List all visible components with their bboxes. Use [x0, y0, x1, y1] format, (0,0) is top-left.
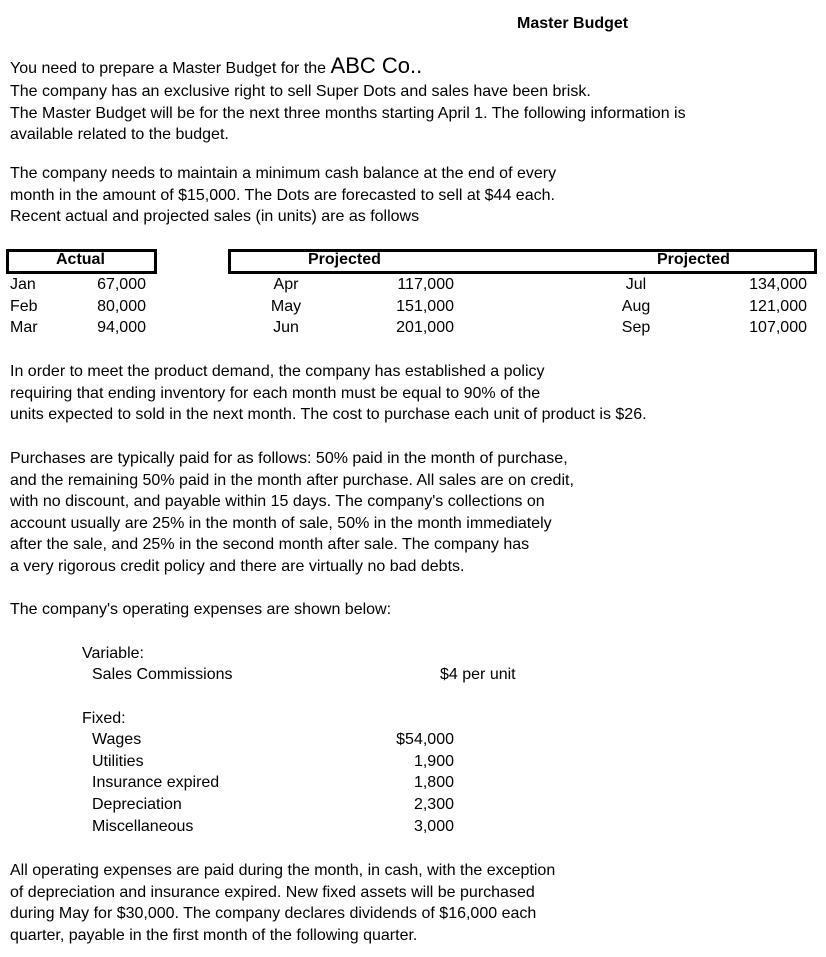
expense-amount: 2,300 — [413, 796, 454, 813]
purchases-line: Purchases are typically paid for as follows: 50% paid in the month of purchase, — [10, 450, 568, 467]
projected-units: 107,000 — [749, 319, 807, 336]
projected-month: Sep — [621, 319, 651, 336]
projected-month: Apr — [273, 276, 299, 293]
final-line: All operating expenses are paid during the month, in cash, with the exception — [10, 862, 556, 879]
expense-name: Utilities — [92, 753, 144, 770]
cash-paragraph — [10, 163, 556, 228]
projected-month: Jul — [625, 276, 647, 293]
actual-units: 67,000 — [97, 276, 146, 293]
expense-name: Wages — [92, 731, 142, 748]
purchases-line: with no discount, and payable within 15 days. The company's collections on — [10, 493, 545, 510]
projected-units: 201,000 — [396, 319, 454, 336]
intro-line-2: The company has an exclusive right to sell Super Dots and sales have been brisk. — [10, 83, 591, 100]
expense-name: Insurance expired — [92, 774, 220, 791]
opex-intro: The company's operating expenses are shown below: — [10, 601, 392, 618]
projected-units: 151,000 — [396, 298, 454, 315]
fixed-label: Fixed: — [82, 710, 126, 727]
expense-amount: 1,900 — [413, 753, 454, 770]
intro-line-3: The Master Budget will be for the next three months starting April 1. The following information is — [10, 104, 686, 122]
page-title: Master Budget — [517, 15, 629, 32]
actual-month: Jan — [10, 276, 36, 293]
final-paragraph — [10, 860, 555, 946]
purchases-line: after the sale, and 25% in the second month after sale. The company has — [10, 536, 530, 553]
final-line: during May for $30,000. The company declares dividends of $16,000 each — [10, 905, 537, 922]
variable-label: Variable: — [82, 645, 144, 662]
projected-units: 121,000 — [749, 298, 807, 315]
final-line: quarter, payable in the first month of the following quarter. — [10, 926, 418, 944]
intro-line-4: available related to the budget. — [10, 126, 229, 143]
actual-month: Feb — [10, 298, 38, 315]
projected-month: May — [270, 298, 302, 315]
inventory-paragraph — [10, 361, 647, 426]
purchases-line: a very rigorous credit policy and there are virtually no bad debts. — [10, 557, 465, 575]
purchases-paragraph — [10, 448, 574, 577]
expense-name: Miscellaneous — [92, 818, 194, 835]
actual-header: Actual — [56, 251, 105, 268]
expense-amount: 1,800 — [413, 774, 454, 791]
projected-month: Aug — [621, 298, 651, 315]
projected-header-2: Projected — [657, 251, 730, 268]
inventory-line: requiring that ending inventory for each month must be equal to 90% of the — [10, 384, 541, 402]
purchases-line: account usually are 25% in the month of sale, 50% in the month immediately — [10, 514, 552, 532]
projected-month: Jun — [273, 319, 299, 336]
expense-name: Sales Commissions — [92, 666, 233, 683]
final-line: of depreciation and insurance expired. New fixed assets will be purchased — [10, 883, 535, 901]
cash-line: Recent actual and projected sales (in units) are as follows — [10, 208, 420, 225]
projected-units: 117,000 — [397, 276, 454, 293]
actual-month: Mar — [10, 319, 38, 336]
cash-line: The company needs to maintain a minimum cash balance at the end of every — [10, 165, 557, 182]
cash-line: month in the amount of $15,000. The Dots are forecasted to sell at $44 each. — [10, 186, 555, 204]
inventory-line: In order to meet the product demand, the company has established a policy — [10, 363, 545, 380]
actual-units: 80,000 — [97, 298, 146, 315]
projected-header-1: Projected — [308, 251, 381, 268]
purchases-line: and the remaining 50% paid in the month after purchase. All sales are on credit, — [10, 471, 574, 489]
actual-units: 94,000 — [97, 319, 146, 336]
expense-name: Depreciation — [92, 796, 182, 813]
expense-amount: $54,000 — [396, 731, 454, 748]
intro-paragraph — [10, 54, 686, 146]
projected-units: 134,000 — [749, 276, 807, 293]
inventory-line: units expected to sold in the next month. The cost to purchase each unit of product is $26. — [10, 406, 647, 423]
expense-amount: 3,000 — [413, 818, 454, 835]
intro-prefix: You need to prepare a Master Budget for the — [10, 60, 331, 77]
expense-amount: $4 per unit — [440, 666, 516, 683]
intro-line-1 — [10, 54, 686, 81]
company-name: ABC Co.. — [330, 53, 423, 78]
